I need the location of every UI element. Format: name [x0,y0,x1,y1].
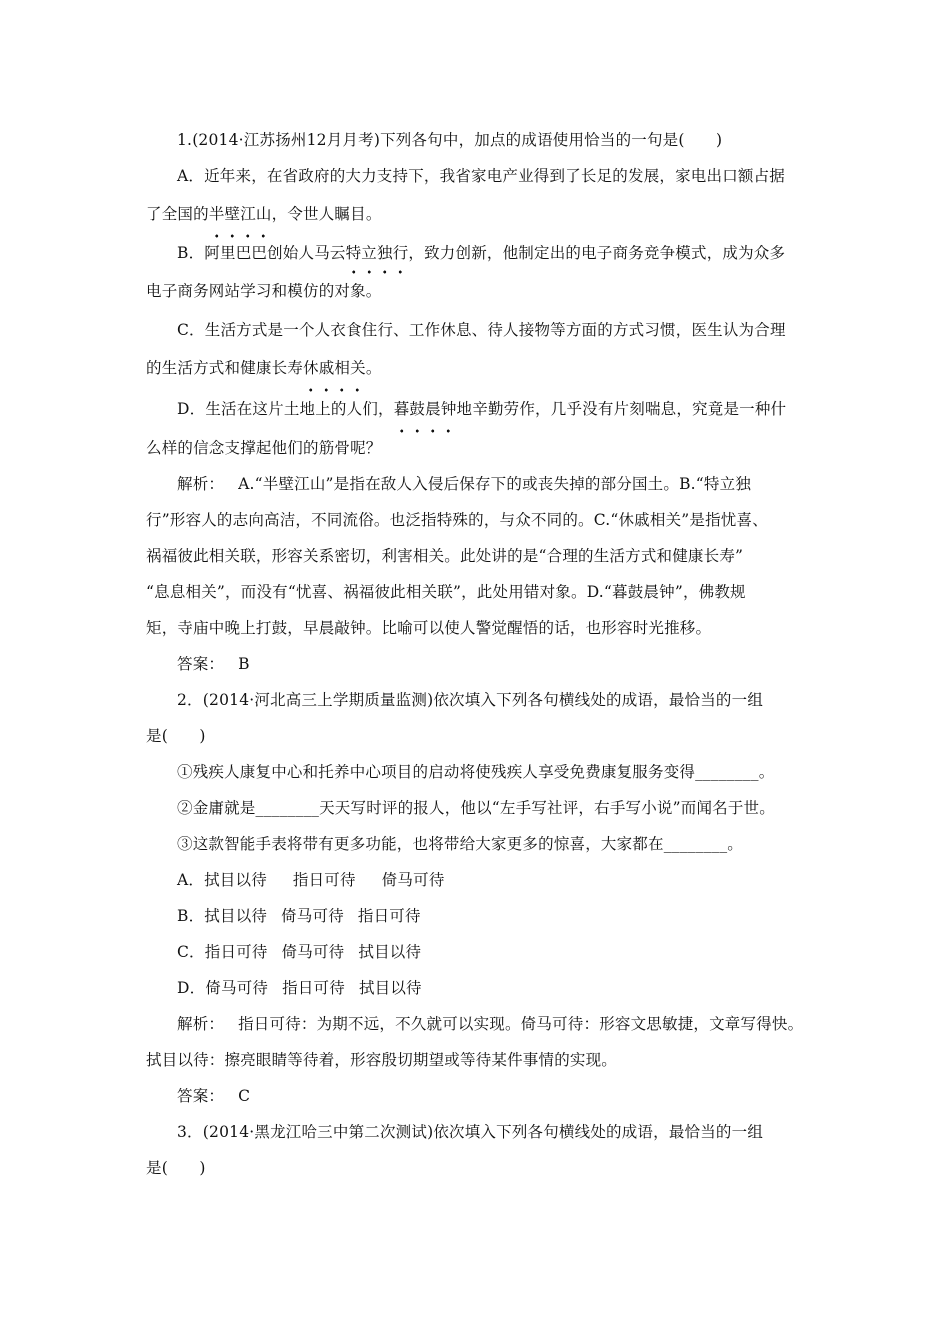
q2-option-b-1: B．拭目以待 [177,907,268,925]
q2-sentence-1-text: ①残疾人康复中心和托养中心项目的启动将使残疾人享受免费康复服务变得________。 [177,763,775,781]
q1-option-d-post: 地辛勤劳作，几乎没有片刻喘息，究竟是一种什 [456,400,787,418]
q2-option-a [146,862,816,898]
q1-analysis-text1: A.“半壁江山”是指在敌人入侵后保存下的或丧失掉的部分国土。B.“特立独 [238,475,752,493]
q2-sentence-3-text: ③这款智能手表将带有更多功能，也将带给大家更多的惊喜，大家都在________。 [177,835,744,853]
q1-analysis-line1 [146,466,816,502]
q1-option-c-text1: C．生活方式是一个人衣食住行、工作休息、待人接物等方面的方式习惯，医生认为合理 [177,321,786,339]
q2-option-d [146,970,816,1006]
q2-stem-line2 [146,718,816,754]
q1-option-b-text2: 电子商务网站学习和模仿的对象。 [146,282,382,300]
q1-option-d-line1 [146,389,816,430]
q1-analysis-line3 [146,538,816,574]
q2-sentence-3 [146,826,816,862]
q2-option-d-3: 拭目以待 [358,979,422,997]
q2-option-a-3: 倚马可待 [381,871,445,889]
q2-answer [146,1078,816,1114]
q2-stem-text2: 是( ) [146,727,206,745]
q1-analysis-text3: 祸福彼此相关联，形容关系密切，利害相关。此处讲的是“合理的生活方式和健康长寿” [146,547,744,565]
q1-analysis-text4: “息息相关”，而没有“忧喜、祸福彼此相关联”，此处用错对象。D.“暮鼓晨钟”，佛教规 [146,583,746,601]
q1-answer-label: 答案： [177,655,225,673]
q1-stem [146,122,816,158]
q2-option-a-1: A．拭目以待 [177,871,267,889]
q1-stem-text: 1.(2014·江苏扬州12月月考)下列各句中，加点的成语使用恰当的一句是( ) [177,131,723,149]
q1-option-a-pre: 了全国的 [146,205,209,223]
q1-option-d-dotted-idiom: 暮鼓晨钟 [394,389,457,430]
q1-option-c-dotted-idiom: 休戚相关 [303,348,366,389]
q1-answer-value: B [238,655,250,673]
q2-stem-line1 [146,682,816,718]
q3-stem-text2: 是( ) [146,1159,206,1177]
q1-option-c-line1 [146,312,816,348]
q2-option-c-2: 倚马可待 [281,943,345,961]
q1-option-b-dotted-idiom: 特立独行 [346,235,409,271]
q2-option-a-2: 指日可待 [292,871,356,889]
q1-option-a-post: ，令世人瞩目。 [271,205,382,223]
q2-analysis-text2: 拭目以待：擦亮眼睛等待着，形容殷切期望或等待某件事情的实现。 [146,1051,618,1069]
q1-option-b-line2 [146,271,816,312]
q1-analysis-label: 解析： [177,475,225,493]
q1-option-a-dotted-idiom: 半壁江山 [209,194,272,235]
q2-option-d-2: 指日可待 [282,979,345,997]
q2-answer-label: 答案： [177,1087,225,1105]
q1-analysis-line4 [146,574,816,610]
q2-analysis-label: 解析： [177,1015,225,1033]
q2-option-b-2: 倚马可待 [281,907,344,925]
q1-option-d-text2: 么样的信念支撑起他们的筋骨呢？ [146,439,382,457]
q1-answer [146,646,816,682]
q2-stem-text1: 2．(2014·河北高三上学期质量监测)依次填入下列各句横线处的成语，最恰当的一组 [177,691,764,709]
q3-stem-line1 [146,1114,816,1150]
q2-sentence-2-text: ②金庸就是________天天写时评的报人，他以“左手写社评，右手写小说”而闻名于世。 [177,799,775,817]
q2-option-c [146,934,816,970]
q1-option-c-line2 [146,348,816,389]
q2-option-c-3: 拭目以待 [358,943,422,961]
q3-stem-text1: 3．(2014·黑龙江哈三中第二次测试)依次填入下列各句横线处的成语，最恰当的一组 [177,1123,764,1141]
q2-sentence-2 [146,790,816,826]
q1-option-b-post: ，致力创新，他制定出的电子商务竞争模式，成为众多 [408,244,786,262]
q2-analysis-text1: 指日可待：为期不远，不久就可以实现。倚马可待：形容文思敏捷，文章写得快。 [238,1015,804,1033]
q1-option-c-post: 。 [365,359,382,377]
document-page [146,122,816,1186]
q2-option-b-3: 指日可待 [357,907,421,925]
q1-analysis-line2 [146,502,816,538]
q1-option-a-line1 [146,158,816,194]
q2-answer-value: C [238,1087,251,1105]
q1-option-a-text1: A．近年来，在省政府的大力支持下，我省家电产业得到了长足的发展，家电出口额占据 [177,167,785,185]
q1-option-b-pre: B．阿里巴巴创始人马云 [177,244,346,262]
q2-option-c-1: C．指日可待 [177,943,268,961]
q1-analysis-text2: 行”形容人的志向高洁，不同流俗。也泛指特殊的，与众不同的。C.“休戚相关”是指忧喜、 [146,511,768,529]
q1-analysis-line5 [146,610,816,646]
q1-option-b-line1 [146,235,816,271]
q2-sentence-1 [146,754,816,790]
q1-option-d-line2 [146,430,816,466]
q2-option-b [146,898,816,934]
q2-analysis-line2 [146,1042,816,1078]
q2-option-d-1: D．倚马可待 [177,979,269,997]
q1-analysis-text5: 矩，寺庙中晚上打鼓，早晨敲钟。比喻可以使人警觉醒悟的话，也形容时光推移。 [146,619,712,637]
q2-analysis-line1 [146,1006,816,1042]
q1-option-a-line2 [146,194,816,235]
q1-option-c-pre: 的生活方式和健康长寿 [146,359,304,377]
q3-stem-line2 [146,1150,816,1186]
q1-option-d-pre: D．生活在这片土地上的人们， [177,400,394,418]
